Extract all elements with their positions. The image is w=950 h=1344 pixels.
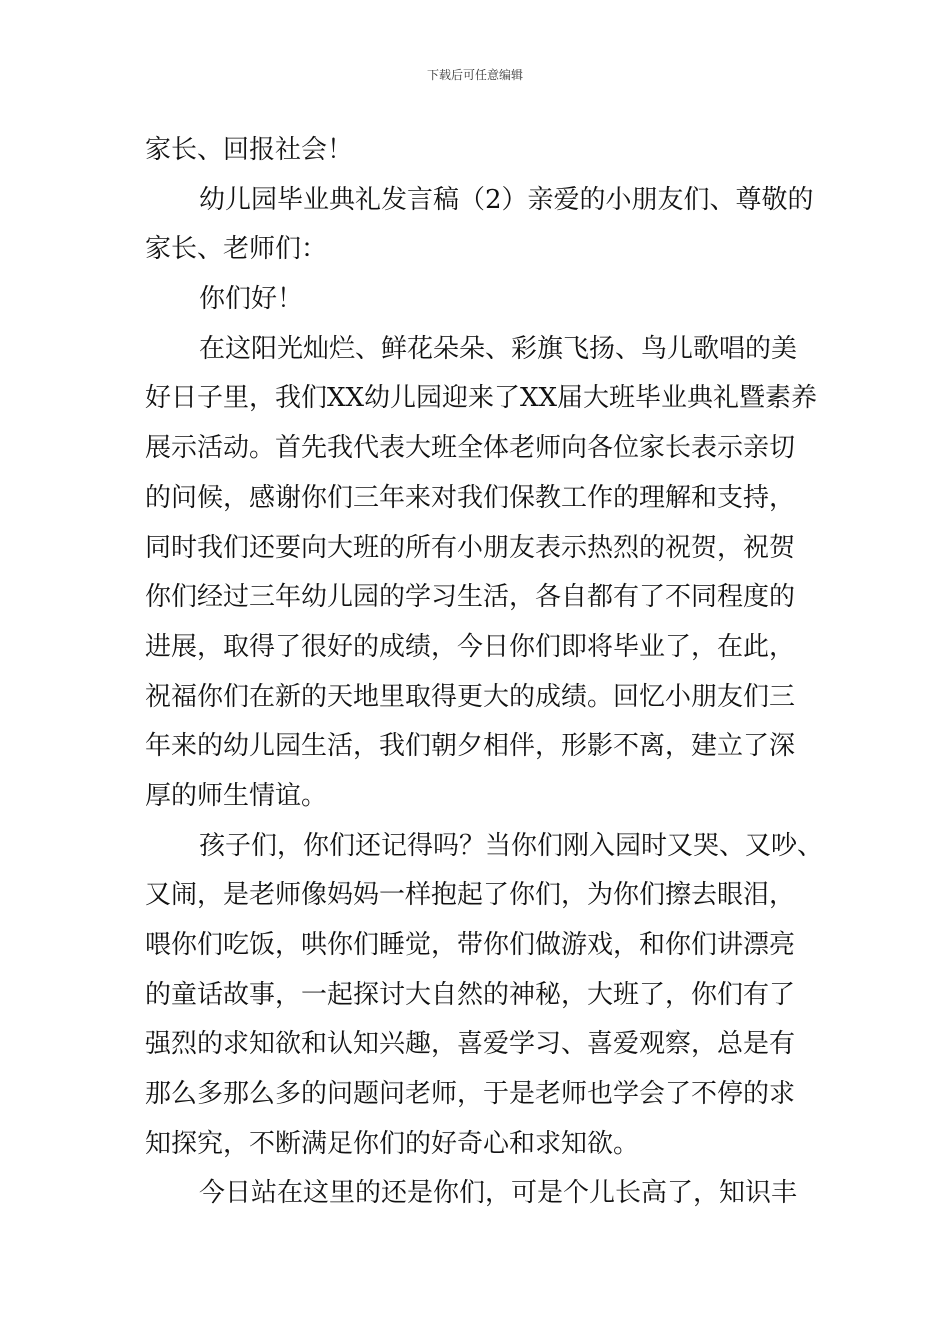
page-header: 下载后可任意编辑 xyxy=(426,68,523,82)
text-line: 进展，取得了很好的成绩，今日你们即将毕业了，在此， xyxy=(145,631,796,662)
text-line: 厚的师生情谊。 xyxy=(145,780,328,811)
text-line: 年来的幼儿园生活，我们朝夕相伴，形影不离，建立了深 xyxy=(145,731,796,762)
text-line: 家长、老师们： xyxy=(145,234,328,265)
text-line: 的童话故事，一起探讨大自然的神秘，大班了，你们有了 xyxy=(145,979,796,1010)
paragraph-start-line: 幼儿园毕业典礼发言稿（2）亲爱的小朋友们、尊敬的 xyxy=(199,184,814,215)
paragraph-start-line: 孩子们，你们还记得吗？当你们刚入园时又哭、又吵、 xyxy=(199,830,824,861)
text-line: 又闹，是老师像妈妈一样抱起了你们，为你们擦去眼泪， xyxy=(145,880,796,911)
text-line: 的问候，感谢你们三年来对我们保教工作的理解和支持， xyxy=(145,482,796,513)
paragraph-start-line: 你们好！ xyxy=(199,284,304,315)
text-line: 祝福你们在新的天地里取得更大的成绩。回忆小朋友们三 xyxy=(145,681,796,712)
text-line: 那么多那么多的问题问老师，于是老师也学会了不停的求 xyxy=(145,1079,796,1110)
text-line: 展示活动。首先我代表大班全体老师向各位家长表示亲切 xyxy=(145,433,796,464)
text-line: 好日子里，我们XX幼儿园迎来了XX届大班毕业典礼暨素养 xyxy=(145,383,818,414)
paragraph-start-line: 在这阳光灿烂、鲜花朵朵、彩旗飞扬、鸟儿歌唱的美 xyxy=(199,333,798,364)
paragraph-start-line: 今日站在这里的还是你们，可是个儿长高了，知识丰 xyxy=(199,1178,798,1209)
text-line: 喂你们吃饭，哄你们睡觉，带你们做游戏，和你们讲漂亮 xyxy=(145,930,796,960)
text-line: 知探究，不断满足你们的好奇心和求知欲。 xyxy=(145,1128,640,1159)
text-line: 你们经过三年幼儿园的学习生活，各自都有了不同程度的 xyxy=(145,582,796,613)
text-line: 强烈的求知欲和认知兴趣，喜爱学习、喜爱观察，总是有 xyxy=(145,1029,796,1060)
text-line: 家长、回报社会！ xyxy=(145,135,354,165)
text-line: 同时我们还要向大班的所有小朋友表示热烈的祝贺，祝贺 xyxy=(145,532,796,563)
document-body xyxy=(145,126,824,1219)
